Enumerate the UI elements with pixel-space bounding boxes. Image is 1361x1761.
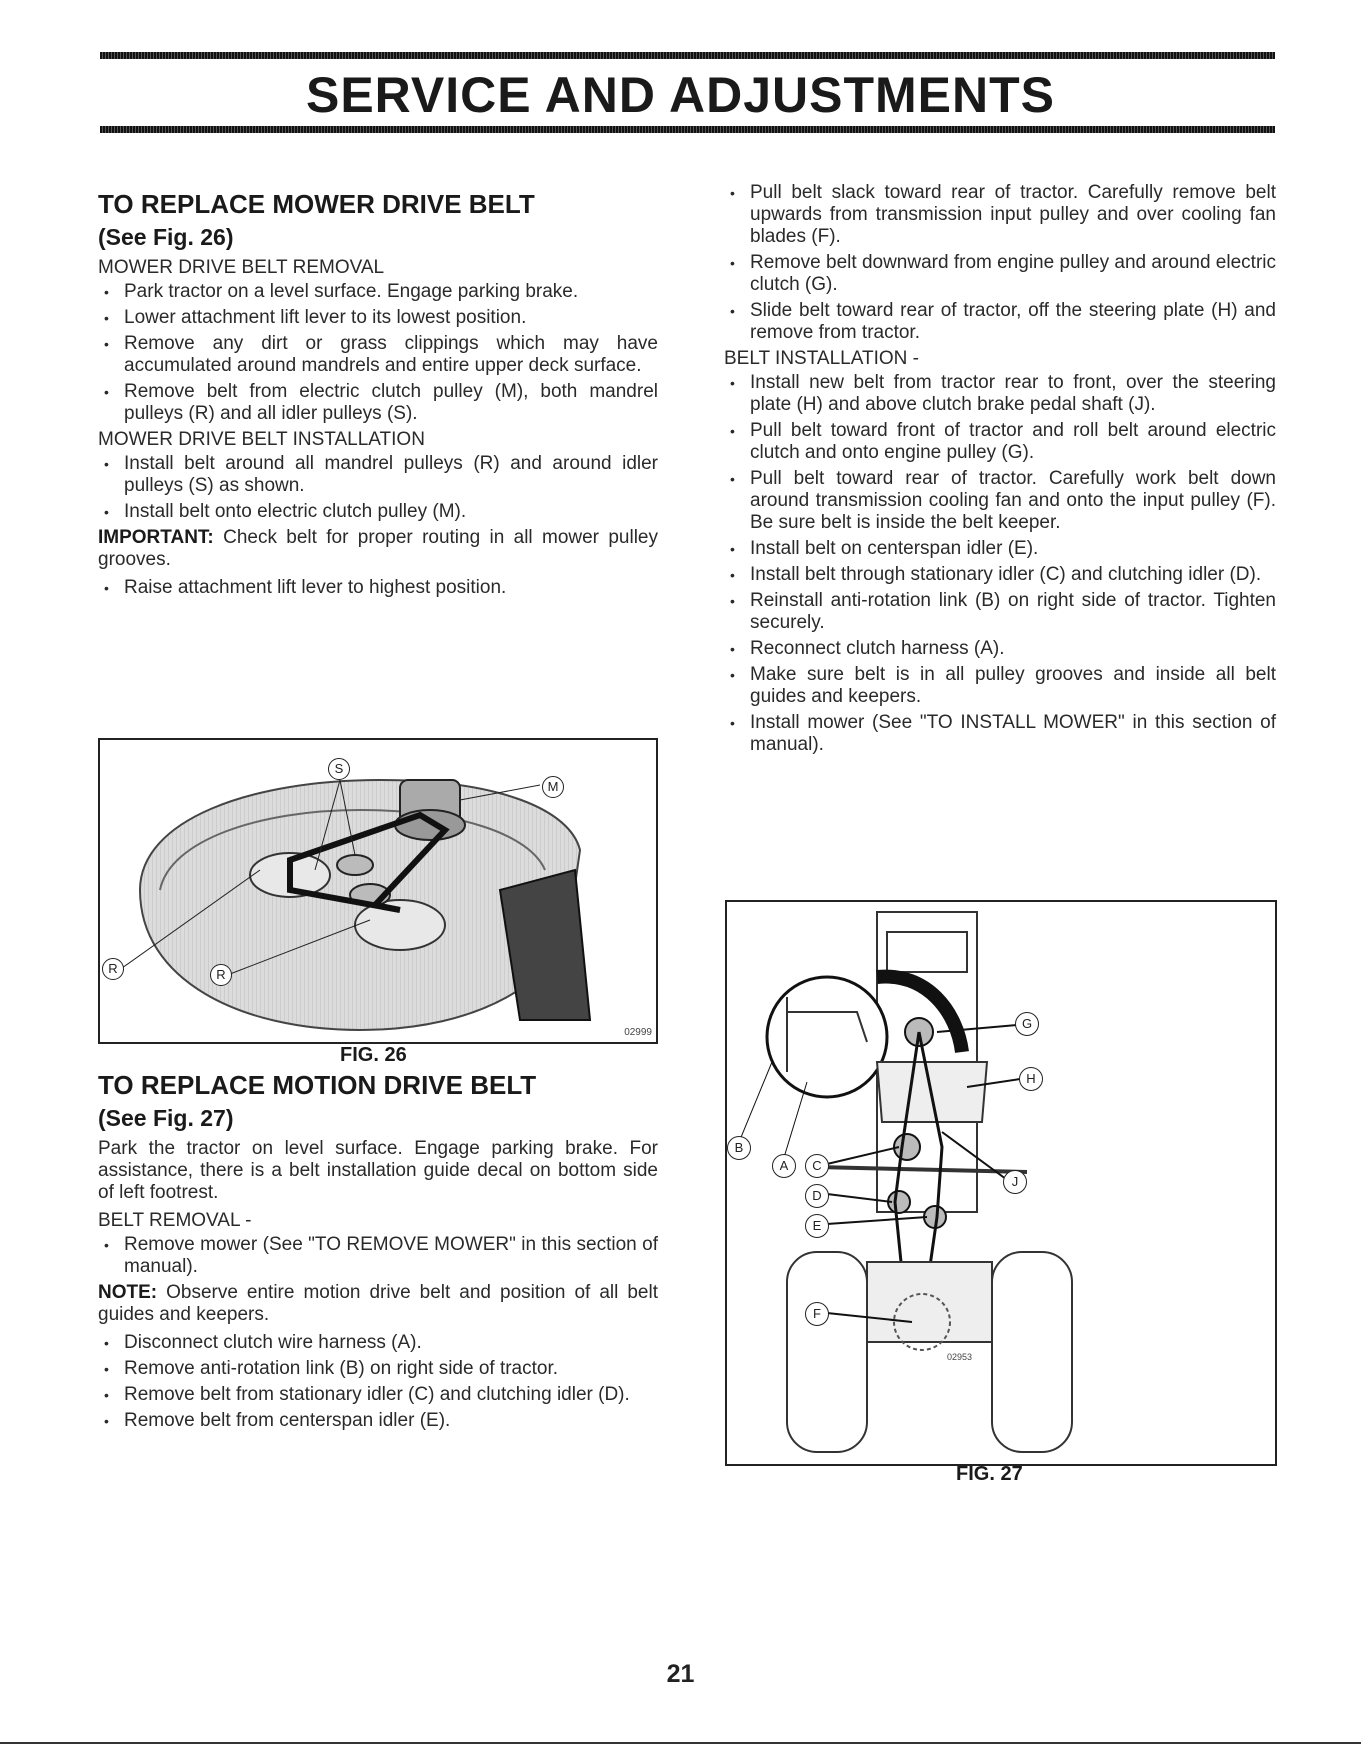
list-item: • Reinstall anti-rotation link (B) on right side of tractor. Tighten securely. <box>724 590 1276 634</box>
list-item: • Remove any dirt or grass clippings which may have accumulated around mandrels and entire upper deck surface. <box>98 333 658 377</box>
list-item: • Install mower (See "TO INSTALL MOWER" in this section of manual). <box>724 712 1276 756</box>
list-item: • Remove mower (See "TO REMOVE MOWER" in this section of manual). <box>98 1234 658 1278</box>
list-item: • Lower attachment lift lever to its lowest position. <box>98 307 658 329</box>
figure-27-tractor-underside <box>725 900 1277 1466</box>
list-item: • Remove belt from electric clutch pulley (M), both mandrel pulleys (R) and all idler pulleys (S). <box>98 381 658 425</box>
important-note <box>98 527 658 571</box>
mower-deck-illustration <box>100 740 656 1042</box>
figure-26-mower-deck <box>98 738 658 1044</box>
section-subtitle-fig27: (See Fig. 27) <box>98 1105 234 1131</box>
list-item: • Install belt around all mandrel pulleys (R) and around idler pulleys (S) as shown. <box>98 453 658 497</box>
callout-g: G <box>1015 1012 1039 1036</box>
final-list <box>98 577 658 599</box>
section-title-mower-belt: TO REPLACE MOWER DRIVE BELT <box>98 189 535 219</box>
important-label: IMPORTANT: <box>98 527 214 548</box>
note-label: NOTE: <box>98 1282 158 1303</box>
callout-m: M <box>542 776 564 798</box>
callout-f: F <box>805 1302 829 1326</box>
figure-26-caption: FIG. 26 <box>340 1044 407 1066</box>
belt-removal-list-a <box>98 1234 658 1278</box>
callout-r-left: R <box>102 958 124 980</box>
list-item: • Make sure belt is in all pulley grooves and inside all belt guides and keepers. <box>724 664 1276 708</box>
callout-d: D <box>805 1184 829 1208</box>
belt-install-list <box>724 372 1276 756</box>
list-item: • Install belt onto electric clutch pulley (M). <box>98 501 658 523</box>
callout-h: H <box>1019 1067 1043 1091</box>
callout-a: A <box>772 1154 796 1178</box>
removal-list <box>98 281 658 425</box>
list-item: • Remove anti-rotation link (B) on right side of tractor. <box>98 1358 658 1380</box>
belt-removal-heading: BELT REMOVAL - <box>98 1210 252 1231</box>
installation-heading: MOWER DRIVE BELT INSTALLATION <box>98 429 425 450</box>
header-rule-bottom <box>100 126 1275 133</box>
callout-c: C <box>805 1154 829 1178</box>
list-item: • Pull belt slack toward rear of tractor. Carefully remove belt upwards from transmission input pulley and over cooling fan blades (F). <box>724 182 1276 248</box>
installation-list <box>98 453 658 523</box>
right-column <box>724 182 1276 760</box>
list-item: • Install belt through stationary idler (C) and clutching idler (D). <box>724 564 1276 586</box>
section-intro: Park the tractor on level surface. Engage parking brake. For assistance, there is a belt installation guide decal on bottom side of left footrest. <box>98 1138 658 1203</box>
list-item: • Slide belt toward rear of tractor, off the steering plate (H) and remove from tractor. <box>724 300 1276 344</box>
footer-rule <box>0 1742 1361 1744</box>
list-item: • Remove belt from centerspan idler (E). <box>98 1410 658 1432</box>
list-item: • Install belt on centerspan idler (E). <box>724 538 1276 560</box>
callout-r-center: R <box>210 964 232 986</box>
belt-install-heading: BELT INSTALLATION - <box>724 348 919 369</box>
section-title-motion-belt: TO REPLACE MOTION DRIVE BELT <box>98 1070 537 1100</box>
list-item: • Raise attachment lift lever to highest position. <box>98 577 658 599</box>
figure-code: 02953 <box>947 1352 973 1362</box>
page-number: 21 <box>666 1660 695 1688</box>
callout-s: S <box>328 758 350 780</box>
list-item: • Pull belt toward front of tractor and roll belt around electric clutch and onto engine pulley (G). <box>724 420 1276 464</box>
list-item: • Reconnect clutch harness (A). <box>724 638 1276 660</box>
list-item: • Remove belt downward from engine pulley and around electric clutch (G). <box>724 252 1276 296</box>
left-column <box>98 189 658 603</box>
note <box>98 1282 658 1326</box>
removal-heading: MOWER DRIVE BELT REMOVAL <box>98 257 385 278</box>
figure-27-caption: FIG. 27 <box>956 1463 1023 1485</box>
important-text: Check belt for proper routing in all mower pulley grooves. <box>98 527 658 570</box>
list-item: • Remove belt from stationary idler (C) and clutching idler (D). <box>98 1384 658 1406</box>
page-title: SERVICE AND ADJUSTMENTS <box>305 67 1056 123</box>
section-subtitle-fig26: (See Fig. 26) <box>98 224 234 250</box>
list-item: • Install new belt from tractor rear to front, over the steering plate (H) and above clutch brake pedal shaft (J). <box>724 372 1276 416</box>
callout-b: B <box>727 1136 751 1160</box>
callout-j: J <box>1003 1170 1027 1194</box>
belt-removal-list-b <box>98 1332 658 1432</box>
list-item: • Park tractor on a level surface. Engage parking brake. <box>98 281 658 303</box>
drive-belt-illustration <box>727 902 1275 1464</box>
callout-e: E <box>805 1214 829 1238</box>
list-item: • Pull belt toward rear of tractor. Carefully work belt down around transmission cooling fan and onto the input pulley (F). Be sure belt is inside the belt keeper. <box>724 468 1276 534</box>
list-item: • Disconnect clutch wire harness (A). <box>98 1332 658 1354</box>
left-column-lower <box>98 1070 658 1436</box>
header-rule-top <box>100 52 1275 59</box>
removal-list-cont <box>724 182 1276 344</box>
figure-code: 02999 <box>624 1027 652 1038</box>
note-text: Observe entire motion drive belt and position of all belt guides and keepers. <box>98 1282 658 1325</box>
